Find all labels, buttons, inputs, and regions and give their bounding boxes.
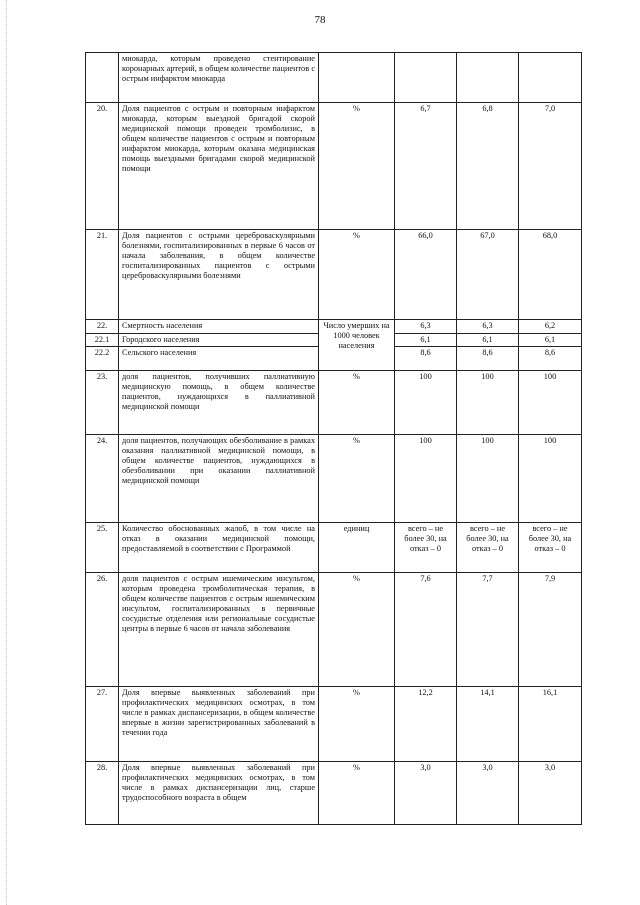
indicator-text: доля пациентов с острым ишемическим инсультом, которым проведена тромболитическая терапия, в общем количестве пациентов с острым ишемическим инсультом, госпитализированных в первичные сосудистые отделения или региональные сосудистые центры в первые 6 часов от начала заболевания	[119, 572, 319, 686]
value-cell: 100	[519, 434, 582, 522]
page-number: 78	[314, 14, 326, 26]
indicator-text: Количество обоснованных жалоб, в том числе на отказ в оказании медицинской помощи, предоставляемой в соответствии с Программой	[119, 522, 319, 572]
value-cell: 7,7	[457, 572, 519, 686]
value-cell: 16,1	[519, 686, 582, 761]
indicator-text: Городского населения	[119, 334, 319, 347]
value-cell: 100	[395, 370, 457, 434]
indicator-text: миокарда, которым проведено стентирование коронарных артерий, в общем количестве пациентов с острым инфарктом миокарда	[119, 53, 319, 103]
row-number: 22.2	[86, 346, 119, 370]
value-cell: 6,8	[457, 103, 519, 230]
unit-cell: %	[319, 370, 395, 434]
value-cell: 7,6	[395, 572, 457, 686]
table-row	[86, 686, 582, 761]
indicators-table	[85, 52, 582, 825]
unit-cell: %	[319, 434, 395, 522]
indicator-text: Смертность населения	[119, 320, 319, 334]
table-row	[86, 103, 582, 230]
value-cell: 100	[457, 370, 519, 434]
row-number	[86, 53, 119, 103]
indicator-text: доля пациентов, получающих обезболивание в рамках оказания паллиативной медицинской помощи, в общем количестве пациентов, нуждающихся в обезболивании при оказании паллиативной медицинской помощи	[119, 434, 319, 522]
value-cell: 7,9	[519, 572, 582, 686]
value-cell: 6,3	[457, 320, 519, 334]
value-cell: 7,0	[519, 103, 582, 230]
indicator-text: Доля пациентов с острым и повторным инфарктом миокарда, которым выездной бригадой скорой медицинской помощи проведен тромболизис, в общем количестве пациентов с острым и повторным инфарктом миокарда, которым оказана медицинская помощь выездными бригадами скорой медицинской помощи	[119, 103, 319, 230]
value-cell: 6,1	[519, 334, 582, 347]
table-row	[86, 761, 582, 824]
value-cell: всего – не более 30, на отказ – 0	[457, 522, 519, 572]
unit-cell: единиц	[319, 522, 395, 572]
value-cell: 3,0	[395, 761, 457, 824]
value-cell: 3,0	[457, 761, 519, 824]
value-cell: 100	[519, 370, 582, 434]
row-number: 21.	[86, 230, 119, 320]
indicator-text: Сельского населения	[119, 346, 319, 370]
unit-cell: %	[319, 103, 395, 230]
unit-cell: %	[319, 572, 395, 686]
value-cell: 6,2	[519, 320, 582, 334]
value-cell: 12,2	[395, 686, 457, 761]
row-number: 23.	[86, 370, 119, 434]
value-cell: 8,6	[519, 346, 582, 370]
value-cell	[519, 53, 582, 103]
unit-cell: %	[319, 686, 395, 761]
value-cell: 8,6	[457, 346, 519, 370]
value-cell	[395, 53, 457, 103]
value-cell: 6,1	[395, 334, 457, 347]
value-cell: 100	[395, 434, 457, 522]
table-row	[86, 572, 582, 686]
scan-edge	[6, 0, 8, 905]
value-cell: 6,1	[457, 334, 519, 347]
value-cell: 68,0	[519, 230, 582, 320]
value-cell	[457, 53, 519, 103]
row-number: 27.	[86, 686, 119, 761]
unit-cell: Число умерших на 1000 человек населения	[319, 320, 395, 371]
value-cell: 6,3	[395, 320, 457, 334]
indicator-text: Доля впервые выявленных заболеваний при профилактических медицинских осмотрах, в том числе в рамках диспансеризации, в общем количестве впервые в жизни зарегистрированных заболеваний в течении года	[119, 686, 319, 761]
value-cell: 6,7	[395, 103, 457, 230]
value-cell: 3,0	[519, 761, 582, 824]
value-cell: 14,1	[457, 686, 519, 761]
row-number: 28.	[86, 761, 119, 824]
row-number: 24.	[86, 434, 119, 522]
unit-cell: %	[319, 230, 395, 320]
table-row	[86, 370, 582, 434]
table-row	[86, 434, 582, 522]
value-cell: всего – не более 30, на отказ – 0	[395, 522, 457, 572]
unit-cell	[319, 53, 395, 103]
value-cell: 67,0	[457, 230, 519, 320]
table-row	[86, 320, 582, 334]
table-row	[86, 53, 582, 103]
indicator-text: Доля впервые выявленных заболеваний при профилактических медицинских осмотрах, в том числе в рамках диспансеризации лиц, старше трудоспособного возраста в общем	[119, 761, 319, 824]
value-cell: всего – не более 30, на отказ – 0	[519, 522, 582, 572]
row-number: 26.	[86, 572, 119, 686]
row-number: 22.	[86, 320, 119, 334]
value-cell: 8,6	[395, 346, 457, 370]
indicator-text: доля пациентов, получивших паллиативную медицинскую помощь, в общем количестве пациентов, нуждающихся в паллиативной медицинской помощи	[119, 370, 319, 434]
row-number: 25.	[86, 522, 119, 572]
row-number: 20.	[86, 103, 119, 230]
value-cell: 66,0	[395, 230, 457, 320]
unit-cell: %	[319, 761, 395, 824]
row-number: 22.1	[86, 334, 119, 347]
table-row	[86, 522, 582, 572]
table-row	[86, 230, 582, 320]
indicator-text: Доля пациентов с острыми цереброваскулярными болезнями, госпитализированных в первые 6 часов от начала заболевания, в общем количестве госпитализированных пациентов с острыми цереброваскулярными болезнями	[119, 230, 319, 320]
value-cell: 100	[457, 434, 519, 522]
